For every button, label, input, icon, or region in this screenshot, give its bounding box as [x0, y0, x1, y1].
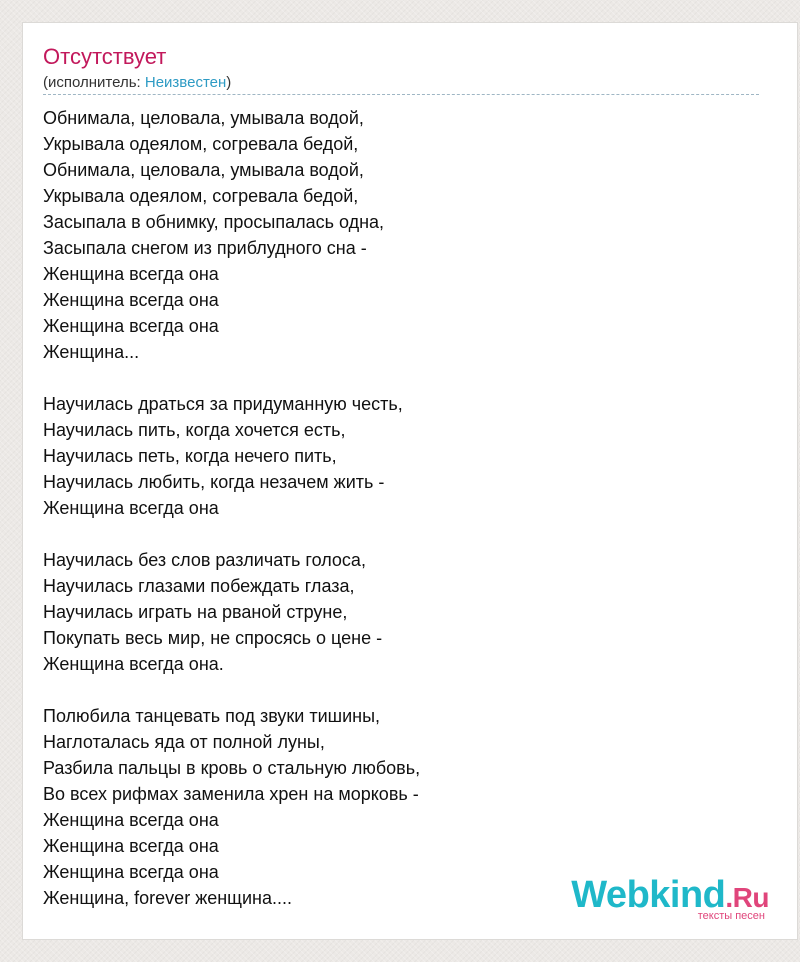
lyric-line: Женщина всегда она: [43, 810, 219, 830]
lyric-line: Научилась пить, когда хочется есть,: [43, 420, 346, 440]
lyric-line: Женщина всегда она.: [43, 654, 224, 674]
lyric-line: Женщина...: [43, 342, 140, 362]
lyrics-text: [43, 105, 763, 911]
webkind-logo[interactable]: [571, 874, 769, 922]
lyric-line: Разбила пальцы в кровь о стальную любовь,: [43, 758, 421, 778]
lyric-line: Укрывала одеялом, согревала бедой,: [43, 186, 359, 206]
lyric-line: Женщина, forever женщина....: [43, 888, 293, 908]
lyric-line: Научилась играть на рваной струне,: [43, 602, 348, 622]
lyric-line: Засыпала снегом из приблудного сна -: [43, 238, 367, 258]
artist-prefix: (исполнитель:: [43, 74, 145, 91]
lyric-line: Научилась петь, когда нечего пить,: [43, 446, 337, 466]
logo-tld: .Ru: [725, 882, 769, 913]
artist-line: [43, 73, 231, 93]
verse: [43, 547, 763, 677]
lyric-line: Женщина всегда она: [43, 316, 219, 336]
lyric-line: Женщина всегда она: [43, 836, 219, 856]
artist-suffix: ): [226, 74, 232, 91]
lyric-line: Научилась любить, когда незачем жить -: [43, 472, 385, 492]
lyric-line: Женщина всегда она: [43, 498, 219, 518]
logo-tagline: тексты песен: [697, 910, 765, 922]
lyric-line: Женщина всегда она: [43, 290, 219, 310]
lyric-line: Укрывала одеялом, согревала бедой,: [43, 134, 359, 154]
lyrics-card: [22, 22, 798, 940]
lyric-line: Во всех рифмах заменила хрен на морковь -: [43, 784, 419, 804]
lyric-line: Полюбила танцевать под звуки тишины,: [43, 706, 381, 726]
lyric-line: Обнимала, целовала, умывала водой,: [43, 160, 364, 180]
verse: [43, 391, 763, 521]
lyric-line: Научилась глазами побеждать глаза,: [43, 576, 355, 596]
verse: [43, 105, 763, 365]
lyric-line: Женщина всегда она: [43, 264, 219, 284]
lyric-line: Научилась без слов различать голоса,: [43, 550, 366, 570]
lyric-line: Обнимала, целовала, умывала водой,: [43, 108, 364, 128]
lyric-line: Покупать весь мир, не спросясь о цене -: [43, 628, 383, 648]
lyric-line: Женщина всегда она: [43, 862, 219, 882]
divider: [43, 94, 759, 95]
artist-link[interactable]: Неизвестен: [144, 74, 227, 91]
lyric-line: Научилась драться за придуманную честь,: [43, 394, 403, 414]
logo-word: Webkind: [571, 874, 726, 916]
song-title: Отсутствует: [43, 44, 167, 69]
lyric-line: Наглоталась яда от полной луны,: [43, 732, 325, 752]
lyric-line: Засыпала в обнимку, просыпалась одна,: [43, 212, 385, 232]
